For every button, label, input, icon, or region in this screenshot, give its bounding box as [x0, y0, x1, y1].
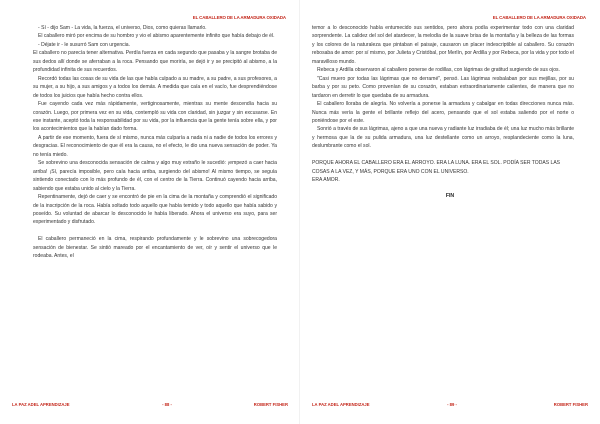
running-head: EL CABALLERO DE LA ARMADURA OXIDADA — [492, 15, 586, 20]
paragraph: Recordó todas las cosas de su vida de las que había culpado a su madre, a su padre, a sus profesores, a su mujer, a su hijo, a sus amigos y a todos los demás. A medida que caía en el vacío, fue desprendiéndose de todos los juicios que había hecho contra ellos. — [33, 75, 277, 99]
paragraph: PORQUE AHORA EL CABALLERO ERA EL ARROYO. ERA LA LUNA. ERA EL SOL. PODÍA SER TODAS LAS COSAS A LA VEZ, Y MÁS, PORQUE ERA UNO CON EL UNIVERSO. — [312, 160, 561, 175]
page-footer — [312, 402, 588, 410]
footer-series-title: LA PAZ ADEL APRENDIZAJE — [312, 402, 370, 407]
right-page — [300, 0, 600, 424]
paragraph: A partir de ese momento, fuera de sí mismo, nunca más culparía a nada ni a nadie de todos los errores y desgracias. El reconocimiento de que él era la causa, no el efecto, le dio una nueva sensación de poder. Ya no tenía miedo. — [33, 134, 277, 158]
paragraph: Fue cayendo cada vez más rápidamente, vertiginosamente, mientras su mente descendía hacia su corazón. Luego, por primera vez en su vida, contempló su vida con claridad, sin juzgar y sin excusarse. En ese instante, aceptó toda la responsabilidad por su vida, por la influencia que la gente tenía sobre ella, y por los acontecimientos que la habían dado forma. — [33, 101, 277, 133]
paragraph: ERA AMOR. — [312, 177, 340, 184]
paragraph: - Déjate ir - le susurró Sam con urgencia. — [38, 41, 131, 48]
fin-marker: FIN — [445, 192, 455, 199]
footer-author: ROBERT FISHER — [253, 402, 288, 407]
footer-series-title: LA PAZ ADEL APRENDIZAJE — [12, 402, 70, 407]
paragraph: El caballero permaneció en la cima, respirando profundamente y le sobrevino una sobrecogedora sensación de bienestar. Se sintió mareado por el encantamiento de ver, oír y sentir el universo que le rodeaba. Antes, el — [33, 236, 277, 260]
paragraph: El caballero lloraba de alegría. No volvería a ponerse la armadura y cabalgar en todas direcciones nunca más. Nunca más vería la gente el brillante reflejo del acero, pensando que el sol estaba saliendo por el norte o poniéndose por el este. — [312, 101, 574, 124]
running-head: EL CABALLERO DE LA ARMADURA OXIDADA — [192, 15, 286, 20]
paragraph: Sonrió a través de sus lágrimas, ajeno a que una nueva y radiante luz irradiaba de él; una luz mucho más brillante y hermosa que la de su pulida armadura, una luz destellante como un arroyo, resplandeciente como la luna, deslumbrante como el sol. — [312, 126, 574, 150]
paragraph: temor a lo desconocido había entumecido sus sentidos, pero ahora podía experimentar todo con una claridad sorprendente. La calidez del sol del atardecer, la melodía de la suave brisa de la montaña y la belleza de las formas y los colores de la naturaleza que pintaban el paisaje, causaron un placer indescriptible al caballero. Su corazón rebosaba de amor: por sí mismo, por Julieta y Cristóbal, por Merlín, por Ardilla y por Rebeca, por la vida y por todo el maravilloso mundo. — [312, 25, 574, 65]
page-number: - 88 - — [162, 402, 172, 407]
paragraph: Repentinamente, dejó de caer y se encontró de pie en la cima de la montaña y comprendió el significado de la inscripción de la roca. Había soltado todo aquello que había temido y todo aquello que había sabido y poseído. Su voluntad de abarcar lo desconocido le había liberado. Ahora el universo era suyo, para ser experimentado y disfrutado. — [33, 194, 277, 226]
paragraph: Se sobrevino una desconocida sensación de calma y algo muy extraño le sucedió: ¡empezó a caer hacia arriba! ¡Sí, parecía imposible, pero caía hacia arriba, surgiendo del abismo! Al mismo tiempo, se seguía sintiendo conectado con lo más profundo de él, con el centro de la Tierra. Continuó cayendo hacia arriba, sabiendo que estaba unido al cielo y la Tierra. — [33, 160, 277, 192]
right-page-body — [312, 24, 574, 200]
left-page-body — [33, 24, 277, 261]
paragraph: - Sí - dijo Sam - La vida, la fuerza, el universo, Dios, como quieras llamarlo. — [38, 25, 207, 31]
paragraph-spacer — [33, 227, 277, 235]
page-number: - 89 - — [447, 402, 457, 407]
paragraph-spacer — [312, 151, 574, 159]
footer-author: ROBERT FISHER — [553, 402, 588, 407]
paragraph: "Casi muero por todas las lágrimas que no derramé", pensó. Las lágrimas resbalaban por sus mejillas, por su barba y por su peto. Como provenían de su corazón, estaban extraordinariamente calientes, de manera que no tardaron en derretir lo que quedaba de su armadura. — [312, 75, 574, 99]
paragraph: Rebeca y Ardilla observaron al caballero ponerse de rodillas, con lágrimas de gratitud surgiendo de sus ojos. — [317, 67, 560, 74]
paragraph: El caballero no parecía tener alternativa. Perdía fuerza en cada segundo que pasaba y la sangre brotaba de sus dedos allí donde se aferraban a la roca. Pensando que moriría, se dejó ir y se precipitó al abismo, a la profundidad infinita de sus recuerdos. — [33, 50, 277, 74]
page-footer — [12, 402, 288, 410]
paragraph: El caballero miró por encima de su hombro y vio el abismo aparentemente infinito que había debajo de él. — [38, 33, 275, 40]
